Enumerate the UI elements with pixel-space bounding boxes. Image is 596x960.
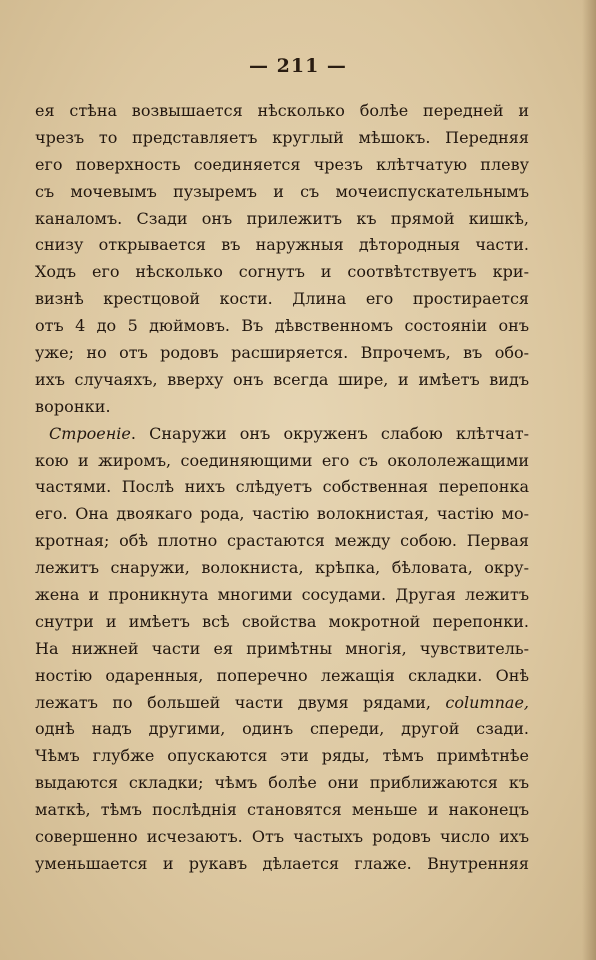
text-line: частями. Послѣ нихъ слѣдуетъ собственная перепонка	[35, 477, 529, 497]
text-line: лежитъ снаружи, волокниста, крѣпка, бѣловата, окру-	[35, 558, 529, 578]
text-line: уменьшается и рукавъ дѣлается глаже. Внутренняя	[35, 853, 529, 873]
section-heading-italic: Строеніе	[49, 423, 131, 443]
text-line: съ мочевымъ пузыремъ и съ мочеиспускательнымъ	[35, 181, 529, 201]
text-line: Ходъ его нѣсколько согнутъ и соотвѣтствуетъ кри-	[35, 262, 529, 282]
text-line: ихъ случаяхъ, вверху онъ всегда шире, и имѣетъ видъ	[35, 369, 529, 389]
latin-term: columnae,	[445, 692, 529, 712]
text-line: снутри и имѣетъ всѣ свойства мокротной перепонки.	[35, 611, 529, 631]
text-line: кротная; обѣ плотно срастаются между собою. Первая	[35, 531, 529, 551]
text-line: ностію одаренныя, поперечно лежащія складки. Онѣ	[35, 665, 529, 685]
text-line: чрезъ то представляетъ круглый мѣшокъ. Передняя	[35, 127, 529, 147]
text-fragment: лежатъ по большей части двумя рядами,	[35, 692, 431, 712]
text-line: отъ 4 до 5 дюймовъ. Въ дѣвственномъ состояніи онъ	[35, 316, 529, 336]
page-number: — 211 —	[249, 55, 347, 77]
text-line: Чѣмъ глубже опускаются эти ряды, тѣмъ примѣтнѣе	[35, 746, 529, 766]
text-line: снизу открывается въ наружныя дѣтородныя части.	[35, 235, 529, 255]
text-fragment: . Снаружи онъ окруженъ слабою клѣтчат-	[130, 423, 529, 443]
text-line: кою и жиромъ, соединяющими его съ окололежащими	[35, 450, 529, 470]
text-line: каналомъ. Сзади онъ прилежитъ къ прямой кишкѣ,	[35, 208, 529, 228]
text-line: ея стѣна возвышается нѣсколько болѣе передней и	[35, 101, 529, 120]
paragraph-first-line	[35, 421, 529, 448]
text-line: жена и проникнута многими сосудами. Другая лежитъ	[35, 585, 529, 605]
text-line: На нижней части ея примѣтны многія, чувствитель-	[35, 638, 529, 658]
text-line: уже; но отъ родовъ расширяется. Впрочемъ, въ обо-	[35, 343, 529, 363]
text-line: маткѣ, тѣмъ послѣднія становятся меньше и наконецъ	[35, 800, 529, 820]
text-line: его поверхность соединяется чрезъ клѣтчатую плеву	[35, 154, 529, 174]
text-line: воронки.	[35, 396, 111, 416]
page-edge-shadow	[582, 0, 596, 960]
text-line: совершенно исчезаютъ. Отъ частыхъ родовъ число ихъ	[35, 827, 529, 847]
body-text	[35, 98, 529, 878]
text-line: его. Она двоякаго рода, частію волокнистая, частію мо-	[35, 504, 529, 524]
text-line: выдаются складки; чѣмъ болѣе они приближаются къ	[35, 773, 529, 793]
text-line: визнѣ крестцовой кости. Длина его простирается	[35, 289, 529, 309]
text-line-with-latin	[35, 690, 529, 717]
text-line: однѣ надъ другими, одинъ спереди, другой сзади.	[35, 719, 529, 739]
